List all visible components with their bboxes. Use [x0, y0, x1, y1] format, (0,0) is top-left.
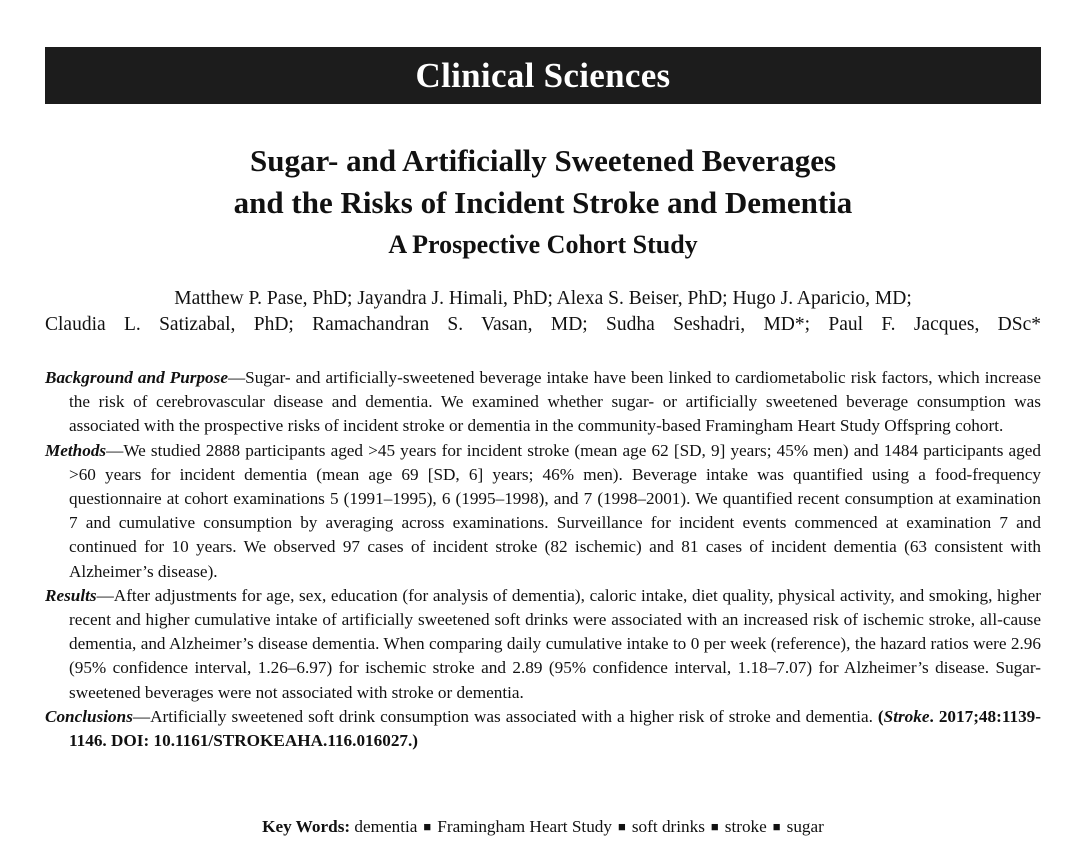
keywords-line: [45, 815, 1041, 840]
keyword-item: stroke: [724, 817, 767, 836]
abstract-conclusions: [45, 705, 1041, 753]
citation-open: (: [877, 706, 884, 726]
abstract: [45, 366, 1041, 753]
article-title-line-1: Sugar- and Artificially Sweetened Beverages: [249, 143, 837, 178]
abstract-results-heading: Results: [45, 585, 97, 605]
article-title-line-2: and the Risks of Incident Stroke and Dementia: [233, 185, 853, 220]
abstract-results: [45, 584, 1041, 705]
section-banner-label: Clinical Sciences: [415, 55, 671, 95]
abstract-results-text: —After adjustments for age, sex, education (for analysis of dementia), caloric intake, diet quality, physical activity, and smoking, higher recent and higher cumulative intake of artificially sweetened soft drinks were associated with an increased risk of ischemic stroke, all-cause dementia, and Alzheimer’s disease dementia. When comparing daily cumulative intake to 0 per week (reference), the hazard ratios were 2.96 (95% confidence interval, 1.26–6.97) for ischemic stroke and 2.89 (95% confidence interval, 1.18–7.07) for Alzheimer’s disease. Sugar-sweetened beverages were not associated with stroke or dementia.: [69, 585, 1041, 702]
keyword-separator-icon: ■: [710, 819, 719, 834]
author-list-line-1: Matthew P. Pase, PhD; Jayandra J. Himali, PhD; Alexa S. Beiser, PhD; Hugo J. Aparicio, MD;: [174, 288, 912, 309]
author-list: [45, 286, 1041, 338]
keyword-item: soft drinks: [631, 817, 705, 836]
keywords-label: Key Words:: [262, 817, 351, 836]
keyword-separator-icon: ■: [618, 819, 626, 834]
keyword-item: sugar: [786, 817, 824, 836]
keyword-item: Framingham Heart Study: [437, 817, 612, 836]
abstract-background-text: —Sugar- and artificially-sweetened beverage intake have been linked to cardiometabolic risk factors, which increase the risk of cerebrovascular disease and dementia. We examined whether sugar- or artificially sweetened beverage consumption was associated with the prospective risks of incident stroke or dementia in the community-based Framingham Heart Study Offspring cohort.: [69, 368, 1041, 436]
keyword-separator-icon: ■: [772, 819, 781, 834]
abstract-conclusions-text: —Artificially sweetened soft drink consumption was associated with a higher risk of stroke and dementia.: [132, 706, 878, 726]
citation-details: . 2017;48:1139-1146. DOI: 10.1161/STROKEAHA.116.016027.): [69, 706, 1041, 751]
abstract-background-heading: Background and Purpose: [45, 368, 228, 387]
abstract-methods: [45, 439, 1041, 584]
abstract-methods-text: —We studied 2888 participants aged >45 years for incident stroke (mean age 62 [SD, 9] years; 45% men) and 1484 participants aged >60 years for incident dementia (mean age 69 [SD, 6] years; 46% men). Beverage intake was quantified using a food-frequency questionnaire at cohort examinations 5 (1991–1995), 6 (1995–1998), and 7 (1998–2001). We quantified recent consumption at examination 7 and cumulative consumption by averaging across examinations. Surveillance for incident events commenced at examination 7 and continued for 10 years. We observed 97 cases of incident stroke (82 ischemic) and 81 cases of incident dementia (63 consistent with Alzheimer’s disease).: [69, 440, 1041, 581]
article-title: [45, 140, 1041, 224]
abstract-conclusions-heading: Conclusions: [45, 706, 133, 726]
abstract-methods-heading: Methods: [45, 440, 107, 460]
citation-journal: Stroke: [883, 706, 930, 726]
abstract-background: [45, 366, 1041, 439]
section-banner: [45, 47, 1041, 104]
article-subtitle: A Prospective Cohort Study: [388, 230, 698, 259]
author-list-line-2: Claudia L. Satizabal, PhD; Ramachandran S. Vasan, MD; Sudha Seshadri, MD*; Paul F. Jacques, DSc*: [45, 314, 1041, 335]
keyword-item: dementia: [354, 817, 418, 836]
keyword-separator-icon: ■: [423, 819, 432, 834]
